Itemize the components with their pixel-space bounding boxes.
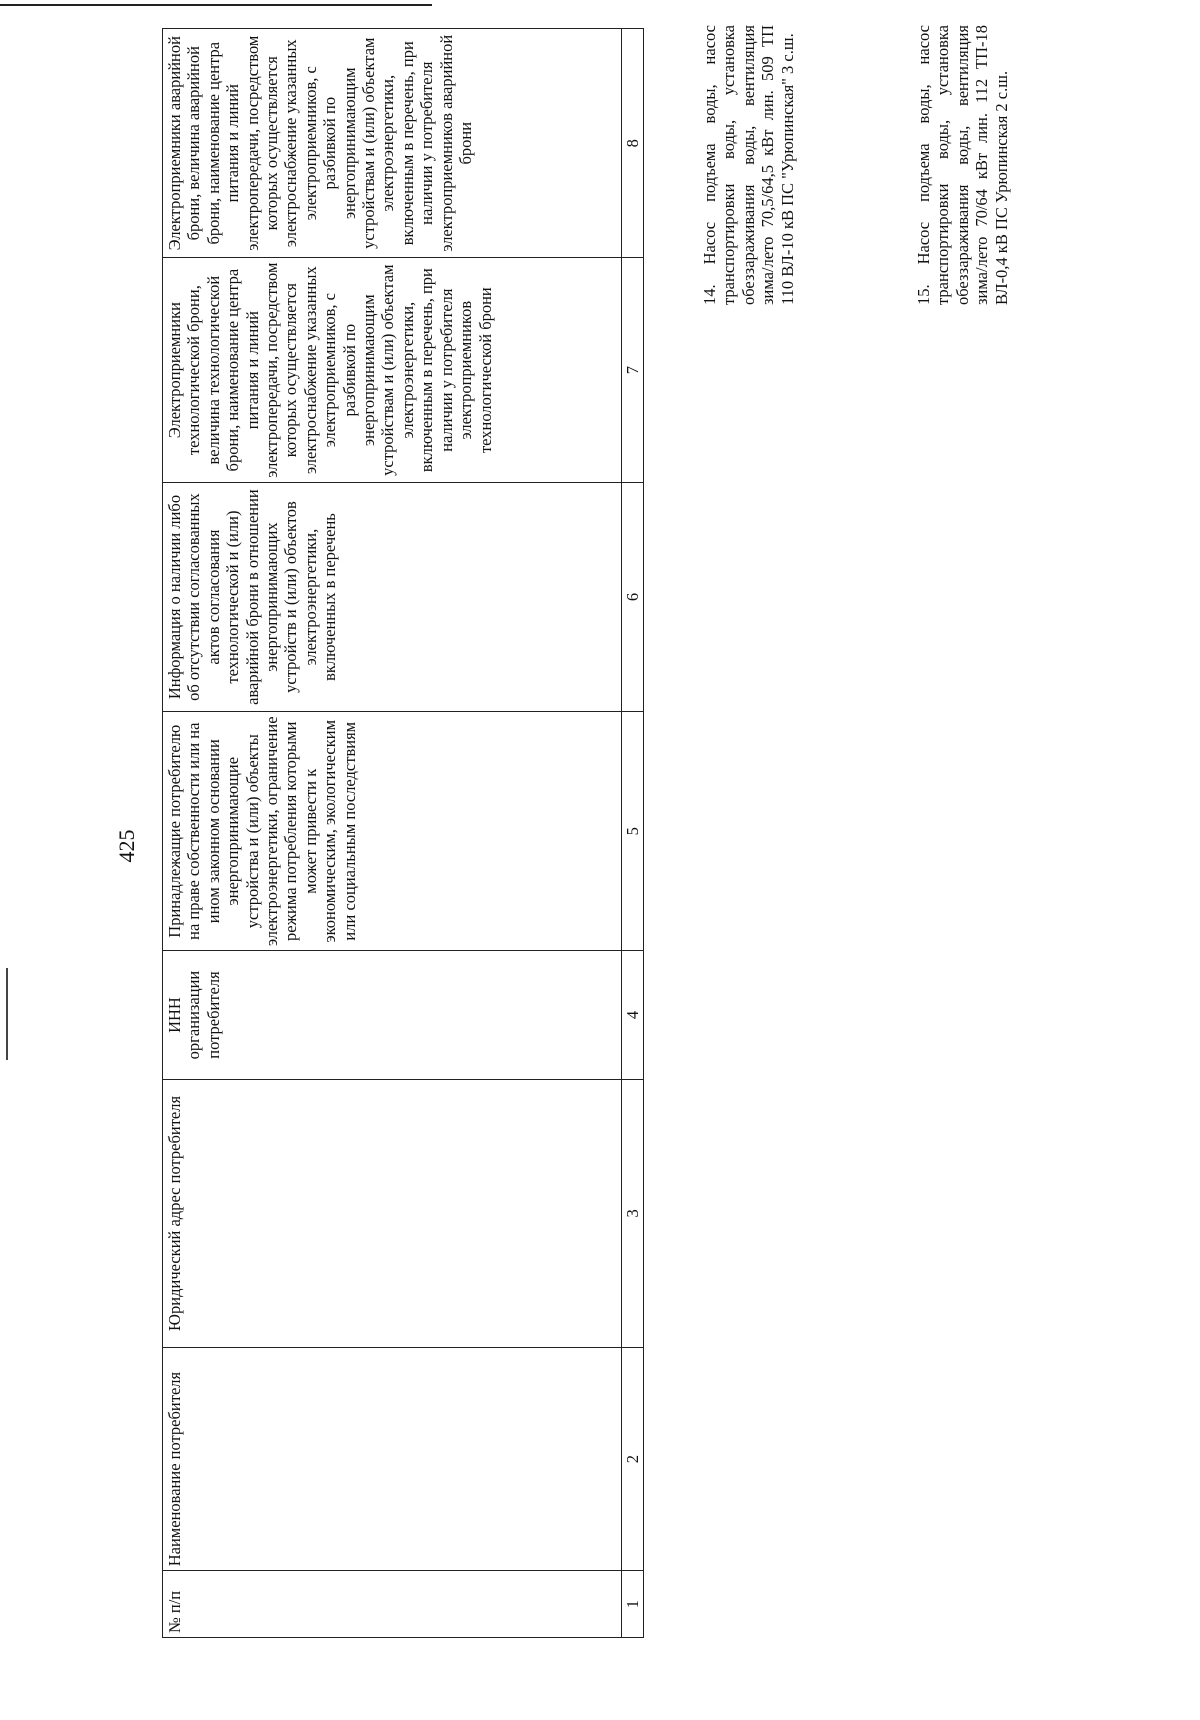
header-cell-inn: ИНН организации потребителя <box>163 951 622 1080</box>
header-cell-consumer-name: Наименование потребителя <box>163 1348 622 1571</box>
header-cell-emergency-reserve: Электроприемники аварийной брони, величина аварийной брони, наименование центра питания и линий электропередачи, посредством которых осуществляется электроснабжение указанных электроприемников, с разбивкой по энергопринимающим устройствам и (или) объектам электроэнергетики, включенным в перечень, при наличии у потребителя электроприемников аварийной брони <box>163 29 622 258</box>
header-cell-number: № п/п <box>163 1571 622 1638</box>
column-number-row <box>622 29 644 1638</box>
header-cell-technological-reserve: Электроприемники технологической брони, величина технологической брони, наименование центра питания и линий электропередачи, посредством которых осуществляется электроснабжение указанных электроприемников, с разбивкой по энергопринимающим устройствам и (или) объектам электроэнергетики, включенным в перечень, при наличии у потребителя электроприемников технологической брони <box>163 258 622 482</box>
column-number: 8 <box>622 29 644 258</box>
column-number: 4 <box>622 951 644 1080</box>
header-cell-reservation-acts: Информация о наличии либо об отсутствии согласованных актов согласования технологической и (или) аварийной брони в отношении энергопринимающих устройств и (или) объектов электроэнергетики, включенных в перечень <box>163 482 622 711</box>
header-cell-devices: Принадлежащие потребителю на праве собственности или на ином законном основании энергопринимающие устройства и (или) объекты электроэнергетики, ограничение режима потребления которыми может привести к экономическим, экологическим или социальным последствиям <box>163 712 622 951</box>
table-header-row <box>163 29 622 1638</box>
column-number: 7 <box>622 258 644 482</box>
column-number: 5 <box>622 712 644 951</box>
page-number-text: 425 <box>114 829 139 863</box>
entry-15-text: 15. Насос подъема воды, насос транспортировки воды, установка обеззараживания воды, вентиляция зима/лето 70/64 кВт лин. 112 ТП-18 ВЛ-0,4 кВ ПС Урюпинская 2 с.ш. <box>914 25 1011 305</box>
consumer-table <box>162 28 644 1638</box>
column-number: 1 <box>622 1571 644 1638</box>
column-number: 3 <box>622 1079 644 1347</box>
column-number: 6 <box>622 482 644 711</box>
entry-14-text: 14. Насос подъема воды, насос транспортировки воды, установка обеззараживания воды, вентиляция зима/лето 70,5/64,5 кВт лин. 509 ТП 110 ВЛ-10 кВ ПС "Урюпинская" 3 с.ш. <box>700 25 797 305</box>
header-cell-legal-address: Юридический адрес потребителя <box>163 1079 622 1347</box>
column-number: 2 <box>622 1348 644 1571</box>
